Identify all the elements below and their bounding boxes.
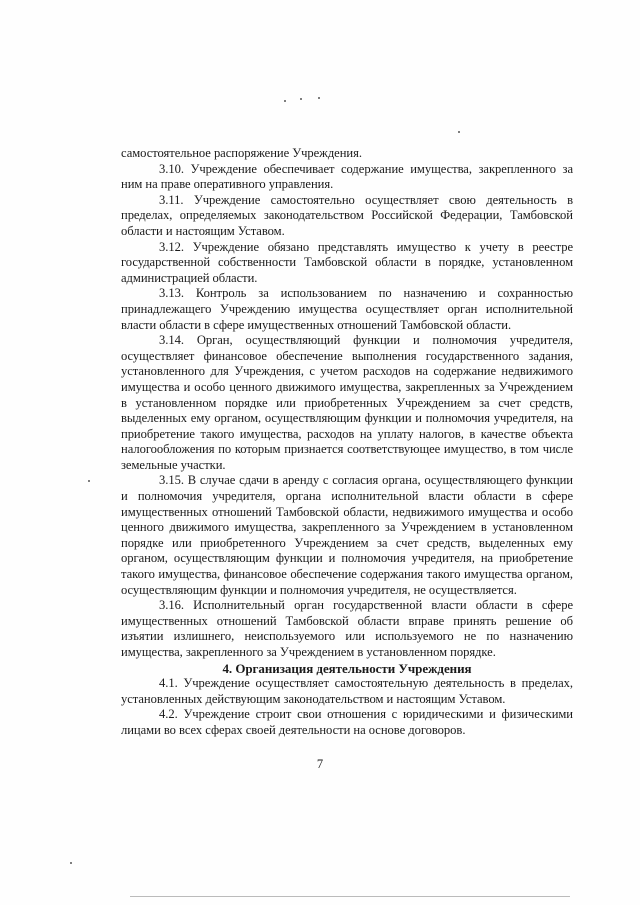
page-number: 7 [316, 757, 324, 771]
paragraph: самостоятельное распоряжение Учреждения. [121, 146, 362, 160]
scan-speck [318, 97, 320, 99]
scan-speck [88, 480, 90, 482]
scan-speck [284, 100, 286, 102]
paragraph-3-13: 3.13. Контроль за использованием по назначению и сохранностью принадлежащего Учреждению имущества осуществляет орган исполнительной власти области в сфере имущественных отношений Тамбовской области. [121, 286, 573, 332]
paragraph-3-16: 3.16. Исполнительный орган государственной власти области в сфере имущественных отношений Тамбовской области вправе принять решение об изъятии излишнего, неиспользуемого или используемого не по назначению имущества, закрепленного за Учреждением в установленном порядке. [121, 598, 573, 659]
paragraph-4-1: 4.1. Учреждение осуществляет самостоятельную деятельность в пределах, установленных действующим законодательством и настоящим Уставом. [121, 676, 573, 706]
paragraph-4-2: 4.2. Учреждение строит свои отношения с юридическими и физическими лицами во всех сферах своей деятельности на основе договоров. [121, 707, 573, 737]
paragraph-3-10: 3.10. Учреждение обеспечивает содержание имущества, закрепленного за ним на праве оперативного управления. [121, 161, 573, 192]
paragraph-3-14: 3.14. Орган, осуществляющий функции и полномочия учредителя, осуществляет финансовое обеспечение выполнения государственного задания, установленного для Учреждения, с учетом расходов на содержание недвижимого имущества и особо ценного движимого имущества, закрепленных за Учреждением в установленном порядке или приобретенных Учреждением за счет средств, выделенных ему органом, осуществляющим функции и полномочия учредителя, на приобретение такого имущества, расходов на уплату налогов, в качестве объекта налогообложения по которым признается соответствующее имущество, в том числе земельные участки. [121, 333, 573, 472]
scan-speck [458, 131, 460, 133]
scan-speck [70, 862, 72, 864]
paragraph-3-15: 3.15. В случае сдачи в аренду с согласия органа, осуществляющего функции и полномочия учредителя, органа исполнительной власти области в сфере имущественных отношений Тамбовской области, недвижимого имущества и особо ценного движимого имущества, закрепленного за Учреждением в установленном порядке или приобретенного Учреждением за счет средств, выделенных ему органом, осуществляющим функции и полномочия учредителя, на приобретение такого имущества, финансовое обеспечение содержания такого имущества органом, осуществляющим функции и полномочия учредителя, не осуществляется. [121, 473, 573, 597]
paragraph-3-11: 3.11. Учреждение самостоятельно осуществляет свою деятельность в пределах, определяемых законодательством Российской Федерации, Тамбовской области и настоящим Уставом. [121, 192, 573, 238]
scan-edge-line [130, 896, 570, 897]
scan-speck [300, 98, 302, 100]
document-body [121, 146, 573, 739]
section-heading: 4. Организация деятельности Учреждения [222, 660, 472, 676]
paragraph-3-12: 3.12. Учреждение обязано представлять имущество к учету в реестре государственной собственности Тамбовской области в порядке, установленном администрацией области. [121, 239, 573, 285]
